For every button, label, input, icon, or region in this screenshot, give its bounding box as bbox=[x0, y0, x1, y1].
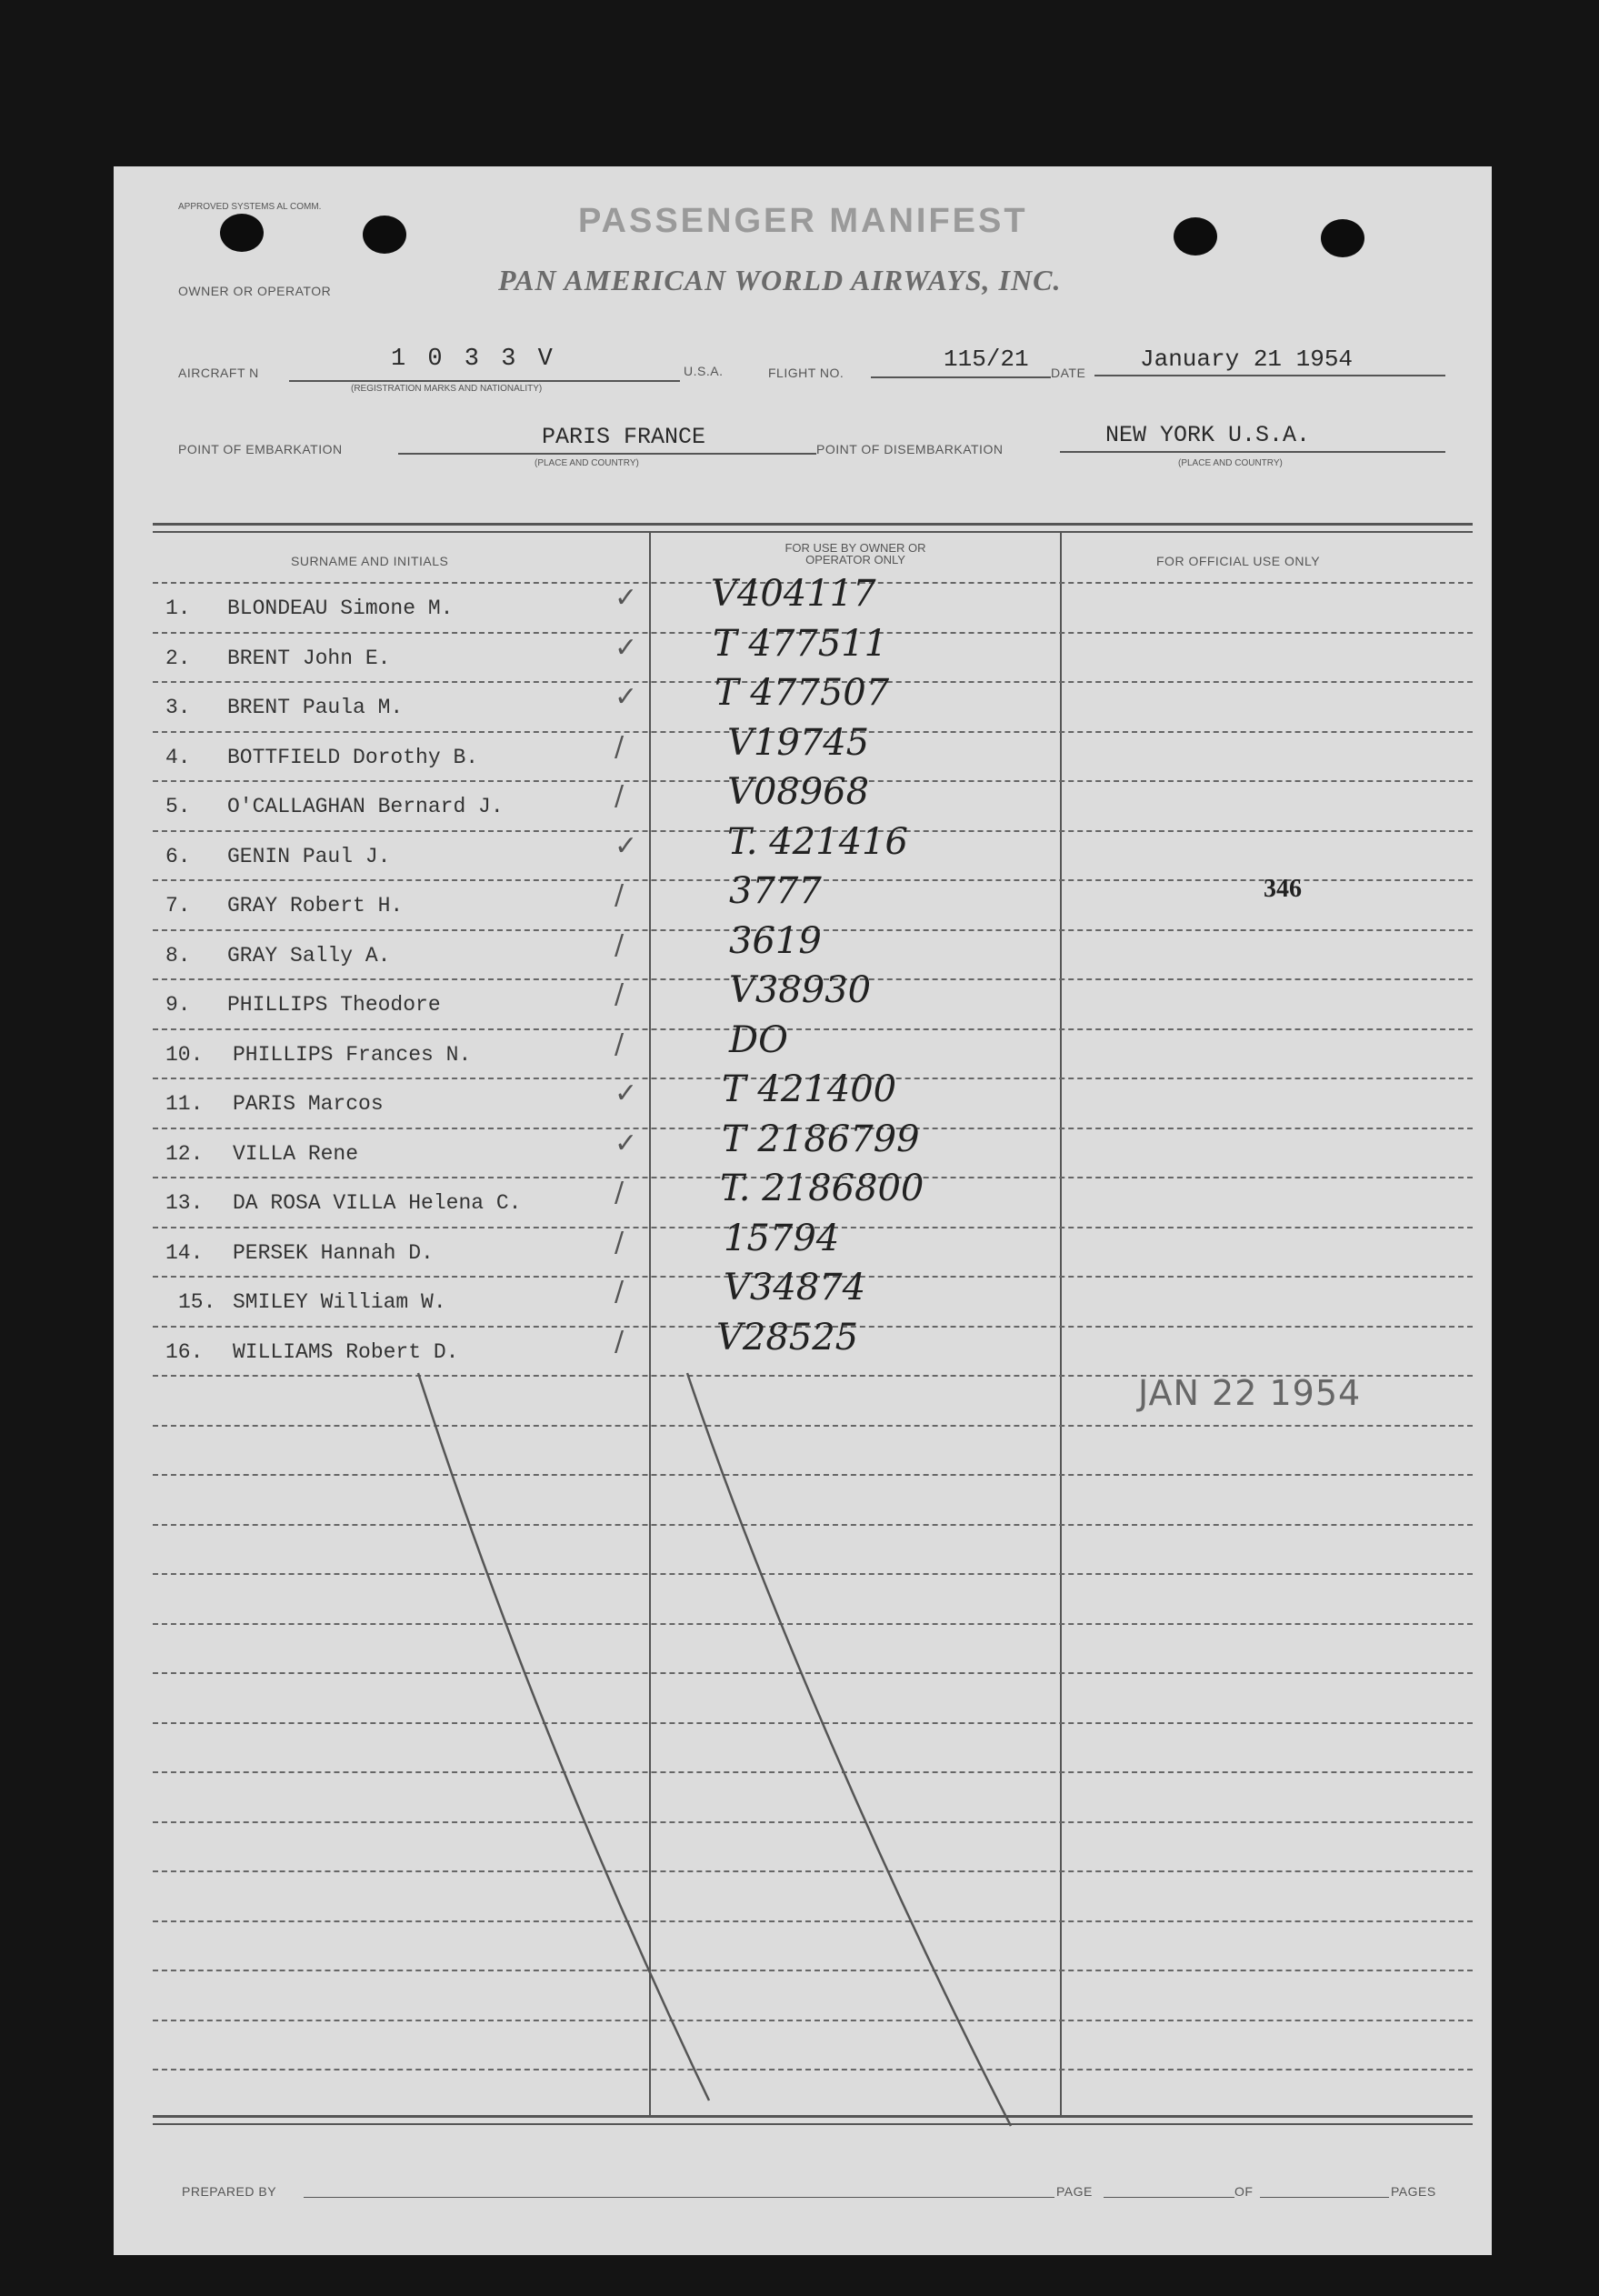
row-number: 7. bbox=[165, 894, 191, 917]
flight-value: 115/21 bbox=[944, 346, 1029, 373]
passenger-name: BOTTFIELD Dorothy B. bbox=[227, 745, 479, 769]
punch-hole-4 bbox=[1321, 219, 1364, 257]
table-rule bbox=[153, 1425, 1473, 1427]
passenger-name: BRENT Paula M. bbox=[227, 696, 404, 719]
prepared-by-underline bbox=[304, 2197, 1054, 2198]
tick-mark: ✓ bbox=[615, 681, 638, 713]
tick-mark: / bbox=[615, 1177, 625, 1208]
ticket-number: V08968 bbox=[727, 771, 870, 813]
tick-mark: / bbox=[615, 1226, 625, 1258]
embark-sublabel: (PLACE AND COUNTRY) bbox=[535, 458, 639, 468]
embark-label: POINT OF EMBARKATION bbox=[178, 442, 343, 456]
table-rule bbox=[153, 1970, 1473, 1971]
ticket-number: 3619 bbox=[729, 919, 822, 962]
row-number: 10. bbox=[165, 1042, 204, 1067]
column-header-owner-use: FOR USE BY OWNER OR OPERATOR ONLY bbox=[785, 541, 926, 566]
row-number: 2. bbox=[165, 646, 191, 670]
passenger-name: VILLA Rene bbox=[233, 1141, 359, 1166]
flight-label: FLIGHT NO. bbox=[768, 366, 844, 380]
row-number: 15. bbox=[178, 1290, 216, 1314]
column-divider-1 bbox=[649, 531, 651, 2117]
ticket-number: T. 2186800 bbox=[720, 1168, 924, 1209]
embark-value: PARIS FRANCE bbox=[542, 424, 706, 450]
table-rule bbox=[153, 2069, 1473, 2070]
tick-mark: ✓ bbox=[615, 1127, 638, 1159]
punch-hole-1 bbox=[220, 214, 264, 252]
column-header-official-use: FOR OFFICIAL USE ONLY bbox=[1156, 554, 1321, 568]
row-number: 3. bbox=[165, 696, 191, 719]
row-number: 13. bbox=[165, 1191, 204, 1215]
page-underline bbox=[1104, 2197, 1234, 2198]
date-label: DATE bbox=[1051, 366, 1086, 380]
passenger-name: BRENT John E. bbox=[227, 646, 391, 670]
passenger-name: SMILEY William W. bbox=[233, 1290, 446, 1314]
table-rule bbox=[153, 2020, 1473, 2021]
ticket-number: T. 421416 bbox=[727, 820, 908, 863]
ticket-number: V404117 bbox=[711, 573, 876, 615]
tick-mark: ✓ bbox=[615, 1078, 638, 1109]
ticket-number: T 477511 bbox=[713, 622, 888, 665]
row-number: 14. bbox=[165, 1240, 204, 1265]
ticket-number: V34874 bbox=[724, 1267, 866, 1308]
table-rule bbox=[153, 1672, 1473, 1674]
ticket-number: 3777 bbox=[729, 870, 822, 912]
row-number: 6. bbox=[165, 844, 191, 868]
table-rule bbox=[153, 1573, 1473, 1575]
date-value: January 21 1954 bbox=[1140, 346, 1354, 373]
disembark-underline bbox=[1060, 451, 1445, 453]
passenger-name: PHILLIPS Frances N. bbox=[233, 1042, 472, 1067]
tick-mark: / bbox=[615, 730, 625, 763]
table-rule bbox=[153, 1821, 1473, 1823]
flight-underline bbox=[871, 376, 1051, 378]
ticket-number: V38930 bbox=[729, 969, 872, 1011]
tick-mark: ✓ bbox=[615, 829, 638, 862]
tick-mark: ✓ bbox=[615, 582, 638, 614]
passenger-name: O'CALLAGHAN Bernard J. bbox=[227, 795, 504, 818]
tick-mark: / bbox=[615, 928, 625, 961]
ticket-number: T 477507 bbox=[715, 672, 890, 714]
table-top-rule-1 bbox=[153, 523, 1473, 526]
table-rule bbox=[153, 1920, 1473, 1922]
passenger-name: DA ROSA VILLA Helena C. bbox=[233, 1191, 522, 1215]
date-underline bbox=[1094, 375, 1445, 376]
table-rule bbox=[153, 1028, 1473, 1030]
table-rule bbox=[153, 1870, 1473, 1872]
received-date-stamp: JAN 22 1954 bbox=[1138, 1373, 1362, 1413]
passenger-name: GRAY Sally A. bbox=[227, 943, 391, 968]
ticket-number: T 421400 bbox=[722, 1068, 897, 1110]
aircraft-sublabel: (REGISTRATION MARKS AND NATIONALITY) bbox=[351, 384, 543, 394]
table-rule bbox=[153, 1771, 1473, 1773]
tick-mark: ✓ bbox=[615, 631, 638, 664]
table-rule bbox=[153, 1474, 1473, 1476]
row-number: 16. bbox=[165, 1339, 204, 1364]
approval-note: APPROVED SYSTEMS AL COMM. bbox=[178, 202, 322, 212]
page-title: PASSENGER MANIFEST bbox=[578, 202, 1028, 240]
ticket-number: V28525 bbox=[716, 1316, 859, 1359]
passenger-name: BLONDEAU Simone M. bbox=[227, 597, 454, 620]
table-rule bbox=[153, 1524, 1473, 1526]
of-underline bbox=[1260, 2197, 1389, 2198]
row-number: 12. bbox=[165, 1141, 204, 1166]
prepared-by-label: PREPARED BY bbox=[182, 2184, 277, 2199]
aircraft-value: 1 0 3 3 V bbox=[391, 346, 556, 373]
row-number: 4. bbox=[165, 745, 191, 769]
ticket-number: T 2186799 bbox=[722, 1118, 920, 1160]
punch-hole-3 bbox=[1174, 217, 1217, 256]
table-bottom-rule-2 bbox=[153, 2123, 1473, 2125]
disembark-sublabel: (PLACE AND COUNTRY) bbox=[1178, 458, 1283, 468]
punch-hole-2 bbox=[363, 216, 406, 254]
tick-mark: / bbox=[615, 1276, 625, 1308]
passenger-name: PHILLIPS Theodore bbox=[227, 993, 441, 1017]
of-label: OF bbox=[1234, 2184, 1254, 2199]
row-number: 9. bbox=[165, 993, 191, 1017]
table-rule bbox=[153, 1722, 1473, 1724]
disembark-label: POINT OF DISEMBARKATION bbox=[816, 442, 1004, 456]
ticket-number: DO bbox=[729, 1018, 788, 1061]
table-bottom-rule-1 bbox=[153, 2115, 1473, 2118]
passenger-name: WILLIAMS Robert D. bbox=[233, 1339, 459, 1364]
aircraft-underline bbox=[289, 380, 680, 382]
row-number: 8. bbox=[165, 943, 191, 968]
ticket-number: 15794 bbox=[724, 1217, 840, 1259]
tick-mark: / bbox=[615, 780, 625, 812]
passenger-name: GENIN Paul J. bbox=[227, 844, 391, 868]
page-label: PAGE bbox=[1056, 2184, 1093, 2199]
ticket-number: V19745 bbox=[727, 721, 870, 764]
aircraft-label: AIRCRAFT N bbox=[178, 366, 259, 380]
tick-mark: / bbox=[615, 1028, 625, 1060]
passenger-name: PERSEK Hannah D. bbox=[233, 1240, 434, 1265]
table-rule bbox=[153, 1623, 1473, 1625]
embark-underline bbox=[398, 453, 816, 455]
airline-name: PAN AMERICAN WORLD AIRWAYS, INC. bbox=[498, 264, 1062, 296]
owner-label: OWNER OR OPERATOR bbox=[178, 284, 332, 298]
passenger-name: GRAY Robert H. bbox=[227, 894, 404, 917]
passenger-name: PARIS Marcos bbox=[233, 1092, 384, 1116]
column-header-surname: SURNAME AND INITIALS bbox=[291, 554, 449, 568]
tick-mark: / bbox=[615, 879, 625, 911]
disembark-value: NEW YORK U.S.A. bbox=[1105, 422, 1311, 448]
tick-mark: / bbox=[615, 1325, 625, 1358]
row-number: 11. bbox=[165, 1092, 204, 1116]
table-top-rule-2 bbox=[153, 531, 1473, 533]
column-divider-2 bbox=[1060, 531, 1062, 2117]
official-mark: 346 bbox=[1264, 875, 1302, 903]
pages-label: PAGES bbox=[1391, 2184, 1436, 2199]
tick-mark: / bbox=[615, 978, 625, 1010]
usa-label: U.S.A. bbox=[684, 364, 724, 378]
row-number: 1. bbox=[165, 597, 191, 620]
row-number: 5. bbox=[165, 795, 191, 818]
